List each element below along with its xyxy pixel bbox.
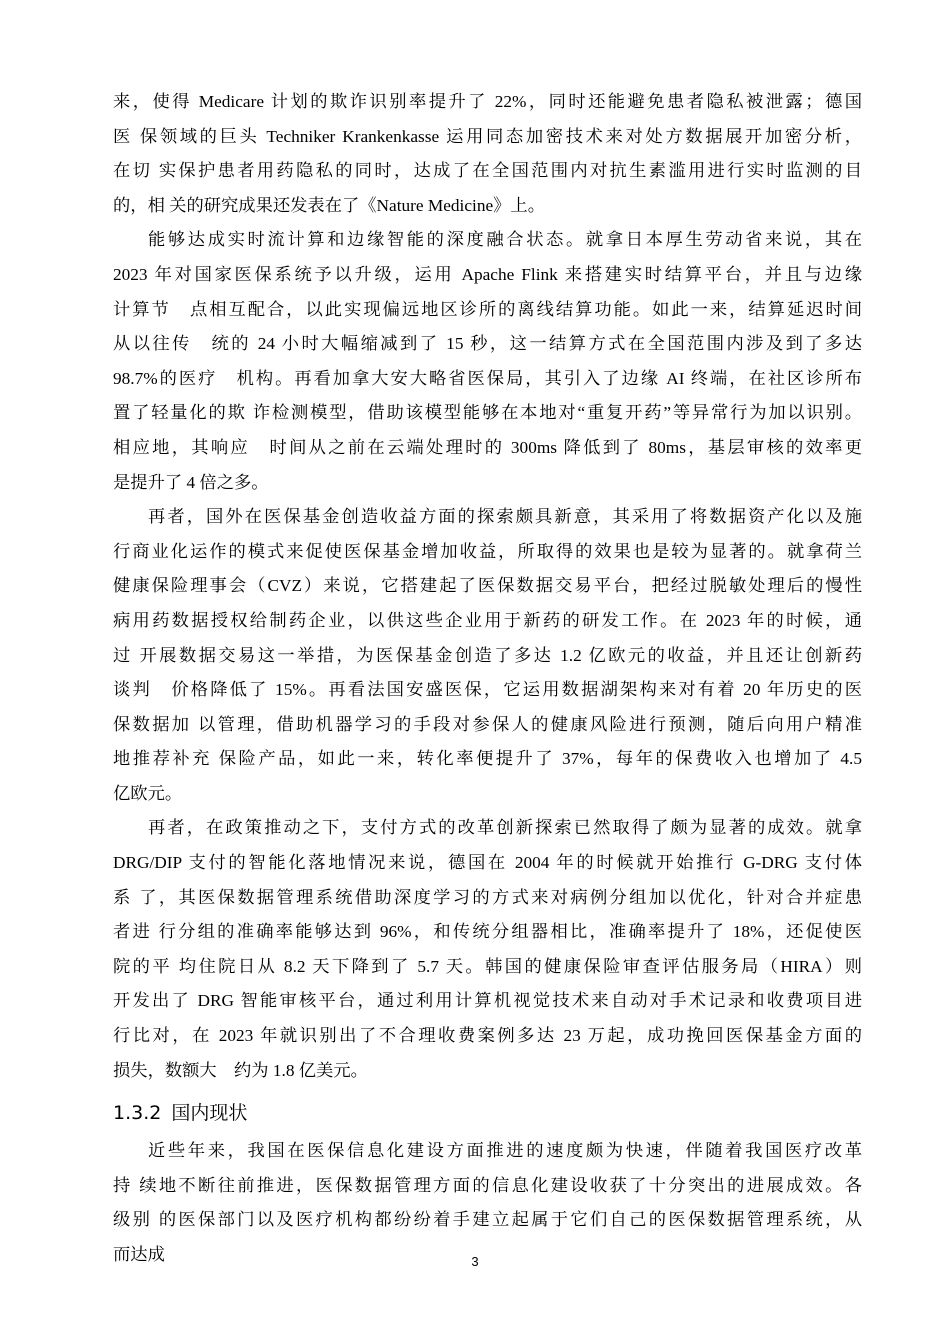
text-line: 是提升了 4 倍之多。 [113, 472, 269, 492]
body-text-before [113, 85, 862, 1088]
paragraph [113, 811, 862, 1088]
text-line: 健康保险理事会（CVZ）来说，它搭建起了医保数据交易平台，把经过脱敏处理后的慢性 [113, 576, 862, 596]
text-line: 计算节 点相互配合，以此实现偏远地区诊所的离线结算功能。如此一来，结算延迟时间 [113, 299, 862, 319]
text-line: 持 续地不断往前推进，医保数据管理方面的信息化建设收获了十分突出的进展成效。各 [113, 1175, 862, 1195]
paragraph [113, 223, 862, 500]
text-line: 院的平 均住院日从 8.2 天下降到了 5.7 天。韩国的健康保险审查评估服务局（HIRA）则 [113, 956, 862, 976]
text-line: 从以往传 统的 24 小时大幅缩减到了 15 秒，这一结算方式在全国范围内涉及到了多达 [113, 334, 862, 354]
paragraph [113, 1134, 862, 1272]
text-line: 而达成 [113, 1245, 165, 1264]
text-line: 行商业化运作的模式来促使医保基金增加收益，所取得的效果也是较为显著的。就拿荷兰 [113, 541, 862, 561]
text-line: 近些年来，我国在医保信息化建设方面推进的速度颇为快速，伴随着我国医疗改革 [148, 1141, 862, 1161]
text-line: 过 开展数据交易这一举措，为医保基金创造了多达 1.2 亿欧元的收益，并且还让创新药 [113, 645, 862, 665]
text-line: 级别 的医保部门以及医疗机构都纷纷着手建立起属于它们自己的医保数据管理系统，从 [113, 1210, 862, 1230]
text-line: 者进 行分组的准确率能够达到 96%，和传统分组器相比，准确率提升了 18%，还促使医 [113, 922, 862, 942]
text-line: 2023 年对国家医保系统予以升级，运用 Apache Flink 来搭建实时结算平台，并且与边缘 [113, 264, 862, 284]
section-number: 1.3.2 [113, 1102, 162, 1125]
text-line: 置了轻量化的欺 诈检测模型，借助该模型能够在本地对“重复开药”等异常行为加以识别。 [113, 403, 862, 423]
text-line: 行比对，在 2023 年就识别出了不合理收费案例多达 23 万起，成功挽回医保基金方面的 [113, 1026, 862, 1046]
text-line: 的，相 关的研究成果还发表在了《Nature Medicine》上。 [113, 195, 545, 215]
document-page [113, 85, 862, 1273]
section-title: 国内现状 [171, 1102, 248, 1125]
text-line: 再者，国外在医保基金创造收益方面的探索颇具新意，其采用了将数据资产化以及施 [148, 507, 862, 527]
text-line: 保数据加 以管理，借助机器学习的手段对参保人的健康风险进行预测，随后向用户精准 [113, 714, 862, 734]
text-line: 能够达成实时流计算和边缘智能的深度融合状态。就拿日本厚生劳动省来说，其在 [148, 230, 862, 250]
text-line: 开发出了 DRG 智能审核平台，通过利用计算机视觉技术来自动对手术记录和收费项目进 [113, 991, 862, 1011]
text-line: 来，使得 Medicare 计划的欺诈识别率提升了 22%，同时还能避免患者隐私被泄露；德国 [113, 92, 862, 111]
text-line: 医 保领域的巨头 Techniker Krankenkasse 运用同态加密技术来对处方数据展开加密分析， [113, 126, 862, 146]
text-line: 谈判 价格降低了 15%。再看法国安盛医保，它运用数据湖架构来对有着 20 年历史的医 [113, 680, 862, 700]
text-line: 病用药数据授权给制药企业，以供这些企业用于新药的研发工作。在 2023 年的时候，通 [113, 610, 862, 630]
text-line: 再者，在政策推动之下，支付方式的改革创新探索已然取得了颇为显著的成效。就拿 [148, 818, 862, 838]
text-line: 地推荐补充 保险产品，如此一来，转化率便提升了 37%，每年的保费收入也增加了 4.5 [113, 749, 862, 769]
paragraph [113, 500, 862, 811]
section-heading [113, 1092, 862, 1134]
body-text-after [113, 1134, 862, 1272]
text-line: 在切 实保护患者用药隐私的同时，达成了在全国范围内对抗生素滥用进行实时监测的目 [113, 161, 862, 181]
text-line: 相应地，其响应 时间从之前在云端处理时的 300ms 降低到了 80ms，基层审核的效率更 [113, 437, 862, 457]
text-line: 亿欧元。 [113, 783, 183, 803]
page-number: 3 [471, 1254, 479, 1269]
text-line: 98.7%的医疗 机构。再看加拿大安大略省医保局，其引入了边缘 AI 终端，在社区诊所布 [113, 368, 862, 388]
text-line: DRG/DIP 支付的智能化落地情况来说，德国在 2004 年的时候就开始推行 G-DRG 支付体 [113, 853, 862, 873]
text-line: 系 了，其医保数据管理系统借助深度学习的方式来对病例分组加以优化，针对合并症患 [113, 887, 862, 907]
text-line: 损失，数额大 约为 1.8 亿美元。 [113, 1060, 368, 1080]
paragraph [113, 85, 862, 223]
